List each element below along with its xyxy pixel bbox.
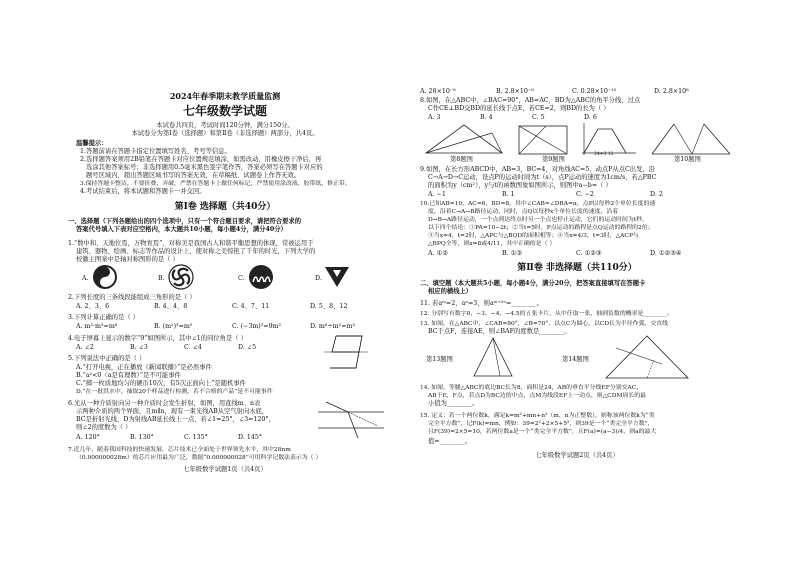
q12-text: 12. 分别写有数字0，−3，−4，−4.5的五张卡片，从中任取一张，抽到负数的概率是________。 [420, 311, 673, 317]
q3-option-b: B. (m²)³=m⁵ [154, 323, 193, 330]
q6-option-c: C. 135° [184, 434, 208, 441]
section2-intro-2: 相应的横线上） [428, 288, 473, 295]
fig13-caption: 第13题图 [426, 356, 453, 363]
q9-option-c: C. −2 [576, 191, 594, 198]
q7-option-b: B. 2.8×10⁻⁸ [496, 88, 534, 95]
q6-line-1: 6.光从一种介质射向另一种介质时会发生折射，如图，用直线m、n表 [68, 400, 261, 407]
q11-text: 11. 若aᵐ=2，aⁿ=3，则aᵐ⁺²ⁿ=________。 [420, 300, 543, 307]
q3-option-a: A. m²·m³=m⁶ [76, 323, 118, 330]
q1-line-3: 校徽主图案中是轴对称图形的是（ ） [76, 256, 179, 263]
fig8-caption: 第8题图 [450, 156, 473, 163]
q9-line-3: 的面积为y（cm²），y与t的函数图象如图所示，则图中a−b=（ ） [428, 182, 612, 189]
q8-option-a: A. 3 [428, 114, 441, 121]
fig9-rectangle-figure [516, 123, 570, 157]
q10-option-c: C. ①②③ [576, 250, 602, 257]
q8-option-b: B. 4 [480, 114, 493, 121]
q6-line-2: 示两种介质的两个界面，且m∥n，现有一束光线AB从空气射向水底， [76, 408, 269, 415]
note-1: 1.答题前请在答题卡指定位置填写姓名、考号等信息。 [80, 148, 231, 155]
left-page [60, 0, 390, 562]
q15-line-3: 且F(39)=2×5=10，若两位数a是一个“类完全平方数”，且F(a)=(a−3)/4，则a的最大 [428, 429, 657, 435]
q9-line-1: 9.如图，在长方形ABCD中，AB=3，BC=4，对角线AC=5，动点P从点C出发，沿 [420, 166, 655, 173]
q10-option-a: A. ①② [428, 250, 448, 257]
exam-title: 七年级数学试题 [182, 104, 267, 118]
q8-option-c: C. 5 [532, 114, 545, 121]
q15-line-4: 值=________。 [428, 438, 472, 445]
q4-option-d: D. ∠5 [238, 344, 257, 351]
q10-line-4: 以下四个结论：①PA=10−2t；②当t=5时，P点运动的路程是点Q运动的路程的2倍； [428, 225, 654, 231]
section1-intro-1: 一、选择题（下列各题给出的四个选项中，只有一个符合题目要求，请把符合要求的 [68, 218, 301, 225]
section1-title: 第Ⅰ卷 选择题（共40分） [174, 202, 276, 212]
q10-line-2: 度，沿着C→A→B路径运动，同时，点Q以每秒x个单位长度的速度，沿着 [428, 209, 619, 215]
q2-option-b: B. 4、4、8 [154, 303, 188, 310]
section2-title: 第Ⅱ卷 非选择题（共110分） [517, 263, 637, 273]
q14-line-3: 小值为________。 [428, 400, 479, 407]
right-page [412, 0, 742, 562]
q5-option-d: D.“在一批洪水中，抽取20个样品进行检测，若不合格的产品”是不可能事件 [76, 389, 273, 395]
q6-line-3: BC是折射光线，D为射线AB延长线上一点，若∠1=25°，∠3=120°， [76, 416, 275, 423]
q8-line-1: 8.如图，在△ABC中，∠BAC=90°，AB=AC，BD为△ABC的角平分线，过点 [420, 97, 641, 104]
q9-option-a: A. −1 [428, 191, 446, 198]
q1-line-2: 建筑、器物、绘画、标志等作品的设计上，使对称之美惊艳了千年的时光，下列大学的 [76, 248, 316, 255]
fig14-triangle-figure [602, 334, 692, 382]
q7-line-2: （0.000000028m）的芯片应用最为广泛，数据“0.000000028”可用科学记数法表示为（ ） [76, 455, 322, 461]
q9-line-2: C→A→D→C运动，设点P的运动时间为t（s），点P运动的速度为1cm/s，若△PBC [428, 174, 657, 181]
q4-option-a: A. ∠2 [76, 344, 94, 351]
q10-option-d: D. ①②③④ [650, 250, 682, 257]
q5-text: 5.下列说法中正确的是（ ） [68, 355, 146, 362]
note-2c: 题号区域内，超出答题区域书写的答案无效，在草稿纸、试题卷上作答无效。 [86, 172, 301, 179]
section1-intro-2: 答案代号填入下表对应空格内，本大题共10小题，每小题4分，满分40分） [76, 226, 287, 233]
exam-header: 2024年春季期末教学质量监测 [169, 91, 281, 101]
q2-option-c: C. 4、7、11 [232, 303, 270, 310]
q6-option-d: D. 145° [238, 434, 262, 441]
q3-option-d: D. m⁶÷m²=m³ [310, 323, 355, 330]
q1-logo-d-icon [324, 265, 350, 289]
q1-logo-c-icon [248, 264, 274, 290]
q7-line-1: 7.近几年，随着我国科技的快速发展，芯片技术已全面处于世界领先水平，其中28nm [68, 447, 291, 453]
exam-intro-1: 本试卷共四页，考试时间120分钟，满分150分。 [156, 122, 294, 129]
q1-line-1: 1.“数中和、天地位焉，万物育焉”，对称美是我国古人和谐平衡思想的体现，常被运用于 [68, 240, 314, 247]
q1-option-b: B. [158, 275, 165, 282]
q1-option-a: A. [82, 275, 89, 282]
q4-option-b: B. ∠3 [130, 344, 148, 351]
q15-line-1: 15. 定义：若一个两位数k，满足k=m²+mn+n²（m，n为正整数），则称该两位数k为“类 [420, 413, 655, 419]
q7-option-d: D. 2.8×10⁸ [654, 88, 689, 95]
q13-line-1: 13. 如图，在△ABC中，∠CAB=80°，∠B=70°，以点C为圆心，以CD长为半径作弧，交直线 [420, 321, 669, 327]
q7-option-a: A. 28×10⁻⁸ [420, 88, 456, 95]
q10-option-b: B. ①③ [502, 250, 522, 257]
q2-text: 2.下列长度的三条线段能组成三角形的是（ ） [68, 294, 196, 301]
q13-line-2: BC于点F，连接AE，则∠BAF的度数是________。 [428, 328, 571, 335]
q9-option-b: B. 1 [502, 191, 515, 198]
q8-line-2: C作CE⊥BD交BD的延长线于点E，若CE=2，则BD的长为（ ） [428, 105, 610, 112]
q5-option-b: B.“a²<0（a是有理数）”是不可能事件 [76, 372, 181, 379]
q6-option-a: A. 120° [76, 434, 100, 441]
q7-option-c: C. 0.28×10⁻¹⁰ [572, 88, 617, 95]
notes-title: 温馨提示： [76, 140, 108, 147]
right-footer: 七年级数学试题2页（共4页） [535, 452, 619, 459]
q6-option-b: B. 130° [130, 434, 154, 441]
note-3: 3.保持答题卡整洁，不要折叠、弄破，严禁在答题卡上做任何标记，严禁使用涂改液、胶带纸、修正带。 [80, 181, 351, 187]
fig14-caption: 第14题图 [562, 356, 589, 363]
note-2: 2.选择题答案须用2B铅笔在答题卡对应位置规范填涂，如需改动，用橡皮擦干净后，再 [80, 156, 322, 163]
q6-refraction-figure [318, 400, 384, 440]
q4-text: 4.电子屏幕上显示的数字“9”如图所示，其中∠1的同位角是（ ） [68, 335, 247, 342]
q5-option-a: A.“打开电视，正在播放《新闻联播》”是必然事件 [76, 364, 212, 371]
fig9-caption: 第9题图 [542, 156, 565, 163]
fig8-triangle-figure [422, 123, 506, 157]
note-4: 4.考试结束后，将本试题和答题卡一并交回。 [80, 188, 206, 195]
q2-option-a: A. 2、3、6 [76, 303, 110, 310]
q8-option-d: D. 6 [584, 114, 597, 121]
q1-option-c: C. [238, 275, 245, 282]
fig10-segments-figure [648, 120, 734, 158]
fig9-axis-label: 24+3 12 [594, 152, 614, 157]
q4-option-c: C. ∠4 [184, 344, 202, 351]
q4-digit-nine-figure [322, 332, 370, 372]
q2-option-d: D. 5、8、12 [310, 303, 348, 310]
q3-option-c: C. (−3m)²=9m² [232, 323, 282, 330]
q10-line-1: 10.已知AB=10，AC=6，BD=8，其中∠CAB=∠DBA=α，点P以每秒2个单位长度的速 [420, 201, 656, 207]
left-footer: 七年级数学试题1页（共4页） [183, 466, 267, 473]
exam-intro-2: 本试卷分为第Ⅰ卷（选择题）和第Ⅱ卷（非选择题）两部分，共4页。 [131, 130, 319, 137]
q9-option-d: D. 2 [650, 191, 663, 198]
q5-option-c: C.“掷一枚质地均匀的硬币10次，有5次正面向上”是随机事件 [76, 380, 246, 387]
q15-line-2: 完全平方数”，记F(k)=mn，例如：39=2²+2×5+5²，则39是一个“类完全平方数”， [428, 421, 654, 427]
q10-line-6: △BPQ全等，则x=8或4/11，其中正确的是（ ） [428, 241, 556, 247]
note-2b: 选涂其他答案标号；非选择题用0.5毫米黑色签字笔作答，答案必须写在答题卡对应的 [86, 164, 323, 171]
q14-line-2: AB于E，F点，若点D为BC边的中点，点M为线段EF上一动点，则△CDM周长的最 [428, 393, 647, 399]
q10-line-5: ③当x=4，t=2时，△APC与△BQD的面积相等；④当x=4/3，t=3时，△ACP与 [428, 233, 639, 239]
q3-text: 3.下列计算正确的是（ ） [68, 314, 139, 321]
q1-logo-a-icon [92, 264, 118, 290]
fig13-triangle-figure [470, 336, 516, 382]
q10-line-3: D→B→A路径运动，一个点到达终点时另一个点也停止运动，它们的运动时间为t秒， [428, 217, 648, 223]
q6-line-4: 则∠2的度数为（ ） [76, 424, 132, 431]
q14-line-1: 14. 如图，等腰△ABC的底边BC长为8，面积是24，AB的垂直平分线EF分别交AC， [420, 385, 643, 391]
fig10-caption: 第10题图 [674, 156, 701, 163]
section2-intro-1: 二、填空题（本大题共5小题，每小题4分，满分20分，把答案直接填写在答题卡 [420, 280, 646, 287]
q1-option-d: D. [315, 275, 322, 282]
q1-logo-b-icon [168, 264, 194, 290]
